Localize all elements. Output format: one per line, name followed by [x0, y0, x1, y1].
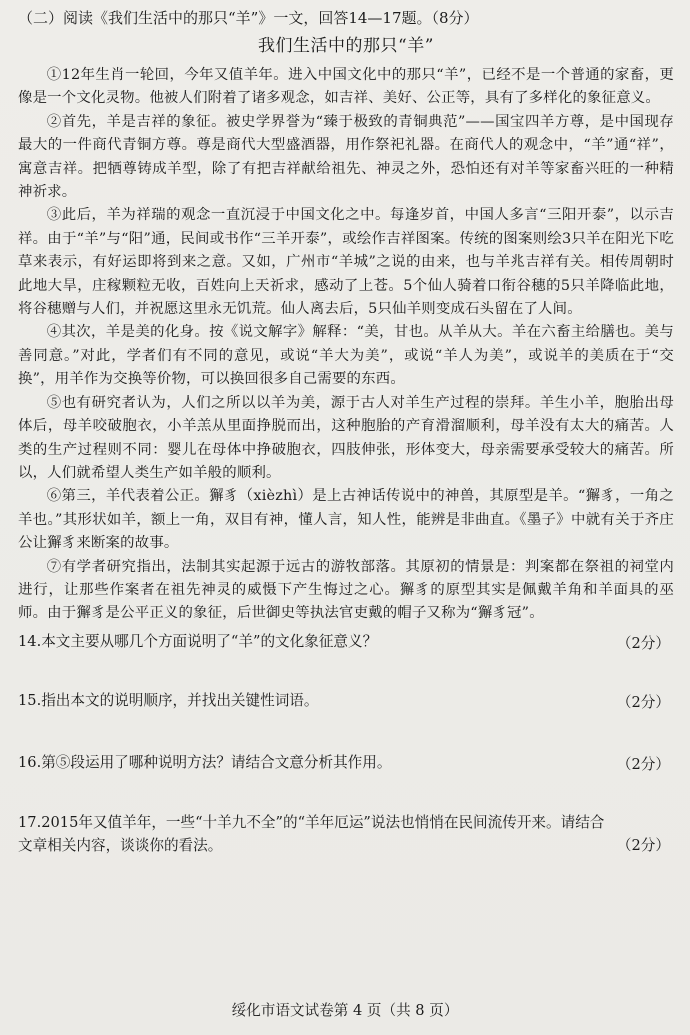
- section-header: （二）阅读《我们生活中的那只“羊”》一文，回答14—17题。（8分）: [18, 9, 479, 27]
- question-text: 16.第⑤段运用了哪种说明方法？请结合文意分析其作用。: [18, 753, 392, 771]
- paragraph-1: ①12年生肖一轮回，今年又值羊年。进入中国文化中的那只“羊”，已经不是一个普通的家畜，更像是一个文化灵物。他被人们附着了诸多观念，如吉祥、美好、公正等，具有了多样化的象征意义。: [18, 67, 674, 107]
- question-15: [18, 689, 674, 713]
- article-body: [18, 64, 674, 626]
- question-score: （2分）: [616, 694, 670, 712]
- question-17: [18, 811, 674, 858]
- question-16: [18, 751, 674, 775]
- question-score: （2分）: [616, 837, 670, 855]
- paragraph-4: ④其次，羊是美的化身。按《说文解字》解释：“美，甘也。从羊从大。羊在六畜主给膳也。美与善同意。”对此，学者们有不同的意见，或说“羊大为美”，或说“羊人为美”，或说羊的美质在于“交换”，用羊作为交换等价物，可以换回很多自己需要的东西。: [18, 324, 674, 388]
- question-text: 14.本文主要从哪几个方面说明了“羊”的文化象征意义？: [18, 632, 378, 650]
- question-score: （2分）: [616, 755, 670, 773]
- paragraph-2: ②首先，羊是吉祥的象征。被史学界誉为“臻于极致的青铜典范”——国宝四羊方尊，是中国现存最大的一件商代青铜方尊。尊是商代大型盛酒器，用作祭祀礼器。在商代人的观念中，“羊”通“祥”，寓意吉祥。把牺尊铸成羊型，除了有把吉祥献给祖先、神灵之外，恐怕还有对羊等家畜兴旺的一种精神祈求。: [18, 113, 674, 201]
- page-footer: 绥化市语文试卷第 4 页（共 8 页）: [231, 1002, 459, 1019]
- paragraph-7: ⑦有学者研究指出，法制其实起源于远古的游牧部落。其原初的情景是：判案都在祭祖的祠堂内进行，让那些作案者在祖先神灵的威慑下产生悔过之心。獬豸的原型其实是佩戴羊角和羊面具的巫师。由于獬豸是公平正义的象征，后世御史等执法官吏戴的帽子又称为“獬豸冠”。: [18, 558, 674, 622]
- question-14: [18, 630, 674, 654]
- paragraph-3: ③此后，羊为祥瑞的观念一直沉浸于中国文化之中。每逢岁首，中国人多言“三阳开泰”，以示吉祥。由于“羊”与“阳”通，民间或书作“三羊开泰”，或绘作吉祥图案。传统的图案则绘3只羊在阳光下吃草来表示，有好运即将到来之意。又如，广州市“羊城”之说的由来，也与羊兆吉祥有关。相传周朝时此地大旱，庄稼颗粒无收，百姓向上天祈求，感动了上苍。5个仙人骑着口衔谷穗的5只羊降临此地，将谷穗赠与人们，并祝愿这里永无饥荒。仙人离去后，5只仙羊则变成石头留在了人间。: [18, 207, 674, 318]
- question-list: [18, 630, 674, 858]
- article-title: 我们生活中的那只“羊”: [258, 36, 434, 56]
- paragraph-6: ⑥第三，羊代表着公正。獬豸（xièzhì）是上古神话传说中的神兽，其原型是羊。“獬豸，一角之羊也。”其形状如羊，额上一角，双目有神，懂人言，知人性，能辨是非曲直。《墨子》中就有关于齐庄公让獬豸来断案的故事。: [18, 488, 674, 552]
- question-score: （2分）: [616, 634, 670, 652]
- question-text: 15.指出本文的说明顺序，并找出关键性词语。: [18, 692, 319, 710]
- paragraph-5: ⑤也有研究者认为，人们之所以以羊为美，源于古人对羊生产过程的崇拜。羊生小羊，胞胎出母体后，母羊咬破胞衣，小羊羔从里面挣脱而出，这种胞胎的产育滑溜顺利，母羊没有太大的痛苦。人类的生产过程则不同：婴儿在母体中挣破胞衣，四肢伸张，形体变大，母亲需要承受较大的痛苦。所以，人们就希望人类生产如羊般的顺利。: [18, 394, 674, 481]
- question-text: 17.2015年又值羊年，一些“十羊九不全”的“羊年厄运”说法也悄悄在民间流传开来。请结合文章相关内容，谈谈你的看法。: [18, 813, 605, 855]
